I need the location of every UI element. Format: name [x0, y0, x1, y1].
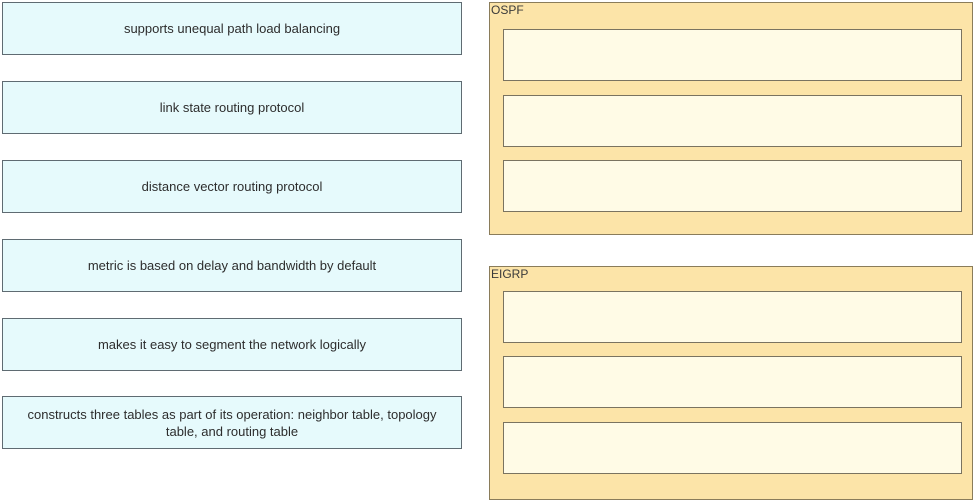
drag-item-delay-bandwidth-metric[interactable]: [2, 239, 462, 292]
target-label-ospf: OSPF: [491, 3, 524, 17]
drag-item-distance-vector[interactable]: [2, 160, 462, 213]
drag-item-label: supports unequal path load balancing: [123, 21, 341, 36]
drag-item-label: link state routing protocol: [159, 100, 305, 115]
drop-slot-ospf-1[interactable]: [503, 29, 962, 81]
drop-slot-eigrp-2[interactable]: [503, 356, 962, 408]
drop-slot-ospf-2[interactable]: [503, 95, 962, 147]
target-ospf: [489, 2, 973, 235]
drag-item-segment-network[interactable]: [2, 318, 462, 371]
drag-item-unequal-load-balancing[interactable]: [2, 2, 462, 55]
drag-item-link-state[interactable]: [2, 81, 462, 134]
target-eigrp: [489, 266, 973, 500]
target-label-eigrp: EIGRP: [491, 267, 529, 281]
drop-slot-eigrp-1[interactable]: [503, 291, 962, 343]
drag-item-label: makes it easy to segment the network logically: [97, 337, 367, 352]
drop-slot-eigrp-3[interactable]: [503, 422, 962, 474]
drag-item-label: constructs three tables as part of its operation: neighbor table, topology table, and routing table: [27, 406, 437, 439]
drop-slot-ospf-3[interactable]: [503, 160, 962, 212]
drag-item-label: metric is based on delay and bandwidth by default: [87, 258, 377, 273]
drag-item-label: distance vector routing protocol: [141, 179, 323, 194]
drag-item-three-tables[interactable]: [2, 396, 462, 449]
